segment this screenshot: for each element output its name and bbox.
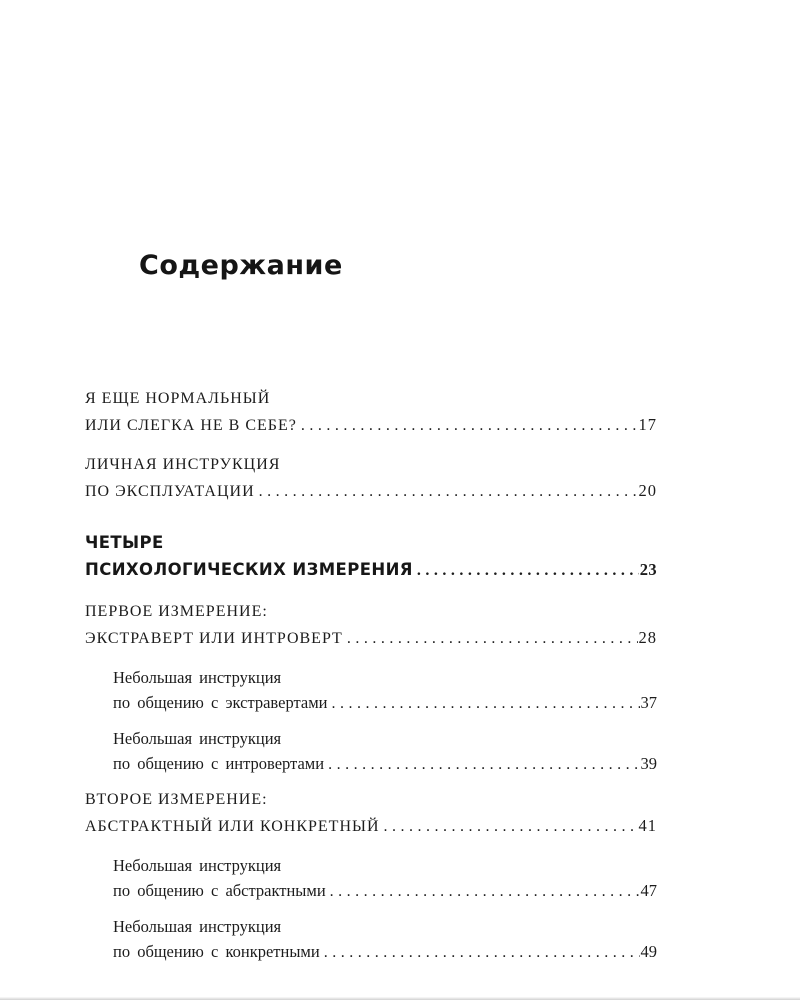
toc-entry: [113, 665, 657, 716]
toc-entry-page-number: 37: [640, 693, 657, 713]
toc-entry-line2-row: [113, 690, 657, 716]
toc-entry: [113, 726, 657, 777]
toc-entry-line1: Небольшая инструкция: [113, 917, 282, 937]
toc-entry-line1: ВТОРОЕ ИЗМЕРЕНИЕ:: [85, 791, 268, 809]
toc-entry-line1: Небольшая инструкция: [113, 729, 282, 749]
toc-entry-line2: по общению с экстравертами: [113, 693, 328, 713]
toc-entry-line2: по общению с конкретными: [113, 942, 320, 962]
dot-leader: [324, 939, 640, 965]
toc-entry-page-number: 23: [639, 560, 657, 580]
toc-entry-line1: Я ЕЩЕ НОРМАЛЬНЫЙ: [85, 390, 271, 408]
dot-leader: [328, 751, 639, 777]
toc-entry-line2-row: [85, 625, 657, 652]
toc-list: [85, 386, 657, 965]
toc-entry-line2: по общению с абстрактными: [113, 881, 326, 901]
toc-entry: [85, 452, 657, 505]
toc-entry-page-number: 47: [640, 881, 657, 901]
toc-entry: [85, 386, 657, 439]
toc-entry: [85, 599, 657, 652]
dot-leader: [332, 690, 640, 716]
toc-entry: [85, 529, 657, 584]
page-title: Содержание: [139, 250, 343, 281]
toc-entry-line2-row: [85, 412, 657, 439]
toc-entry-page-number: 17: [638, 415, 657, 435]
toc-entry-line1: ЧЕТЫРЕ: [85, 533, 164, 553]
dot-leader: [259, 479, 638, 505]
dot-leader: [330, 878, 640, 904]
dot-leader: [347, 626, 638, 652]
dot-leader: [301, 413, 638, 439]
toc-entry-page-number: 49: [640, 942, 657, 962]
toc-entry-line2: ИЛИ СЛЕГКА НЕ В СЕБЕ?: [85, 417, 297, 435]
toc-entry-line1: Небольшая инструкция: [113, 856, 282, 876]
toc-entry: [85, 787, 657, 840]
toc-entry-page-number: 39: [640, 754, 657, 774]
toc-entry: [113, 853, 657, 904]
toc-entry-page-number: 20: [638, 481, 657, 501]
toc-entry-line1: ЛИЧНАЯ ИНСТРУКЦИЯ: [85, 456, 281, 474]
toc-entry-line2: ПО ЭКСПЛУАТАЦИИ: [85, 483, 255, 501]
toc-entry-line2-row: [113, 939, 657, 965]
toc-entry-line2-row: [85, 478, 657, 505]
toc-entry-line2-row: [85, 556, 657, 584]
toc-entry-page-number: 41: [638, 816, 657, 836]
toc-entry-line2: ПСИХОЛОГИЧЕСКИХ ИЗМЕРЕНИЯ: [85, 560, 413, 580]
dot-leader: [384, 814, 638, 840]
toc-entry-line2-row: [113, 878, 657, 904]
toc-entry: [113, 914, 657, 965]
toc-entry-line1: ПЕРВОЕ ИЗМЕРЕНИЕ:: [85, 603, 268, 621]
toc-entry-line1: Небольшая инструкция: [113, 668, 282, 688]
dot-leader: [417, 556, 639, 584]
toc-entry-line2: по общению с интровертами: [113, 754, 325, 774]
toc-entry-line2-row: [113, 751, 657, 777]
toc-entry-page-number: 28: [638, 628, 657, 648]
toc-entry-line2: ЭКСТРАВЕРТ ИЛИ ИНТРОВЕРТ: [85, 630, 343, 648]
toc-entry-line2: АБСТРАКТНЫЙ ИЛИ КОНКРЕТНЫЙ: [85, 818, 380, 836]
toc-entry-line2-row: [85, 813, 657, 840]
